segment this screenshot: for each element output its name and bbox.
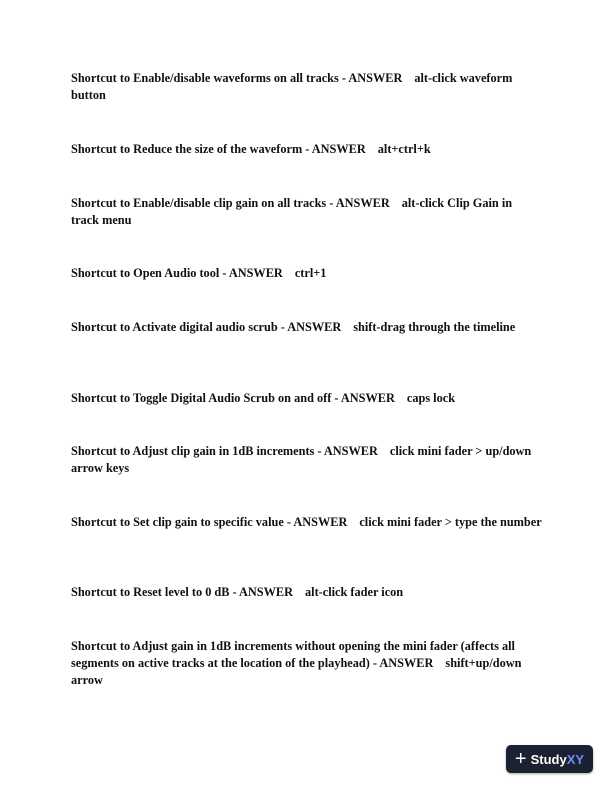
answer-text: shift-drag through the timeline [353,320,516,334]
plus-icon: + [514,748,527,770]
qa-item [71,443,543,477]
qa-item [71,70,543,104]
answer-text: ctrl+1 [294,266,327,280]
answer-text: caps lock [406,391,456,405]
answer-text: alt-click Clip Gain in track menu [71,196,513,227]
question-text: Shortcut to Enable/disable waveforms on all tracks - ANSWER [71,71,403,85]
qa-item [71,390,543,407]
badge-text-main: Study [530,751,567,767]
answer-text: click mini fader > type the number [359,515,542,529]
question-text: Shortcut to Adjust clip gain in 1dB increments - ANSWER [71,444,378,458]
answer-text: alt+ctrl+k [377,142,431,156]
qa-item [71,514,543,531]
qa-item [71,638,543,689]
answer-text: alt-click waveform button [71,71,513,102]
badge-text-accent: XY [566,751,585,767]
question-text: Shortcut to Enable/disable clip gain on all tracks - ANSWER [71,196,390,210]
question-text: Shortcut to Reset level to 0 dB - ANSWER [71,585,294,599]
studyxy-badge[interactable] [506,745,593,773]
answer-text: shift+up/down arrow [71,656,522,687]
qa-item [71,195,543,229]
question-text: Shortcut to Adjust gain in 1dB increments without opening the mini fader (affects all segments on active tracks at the location of the playhead) - ANSWER [71,639,515,670]
question-text: Shortcut to Reduce the size of the waveform - ANSWER [71,142,366,156]
answer-text: click mini fader > up/down arrow keys [71,444,532,475]
question-text: Shortcut to Toggle Digital Audio Scrub on and off - ANSWER [71,391,395,405]
qa-item [71,584,543,601]
qa-item [71,265,543,282]
qa-item [71,141,543,158]
question-text: Shortcut to Open Audio tool - ANSWER [71,266,283,280]
question-text: Shortcut to Set clip gain to specific value - ANSWER [71,515,348,529]
answer-text: alt-click fader icon [305,585,404,599]
qa-item [71,319,543,336]
question-text: Shortcut to Activate digital audio scrub - ANSWER [71,320,342,334]
